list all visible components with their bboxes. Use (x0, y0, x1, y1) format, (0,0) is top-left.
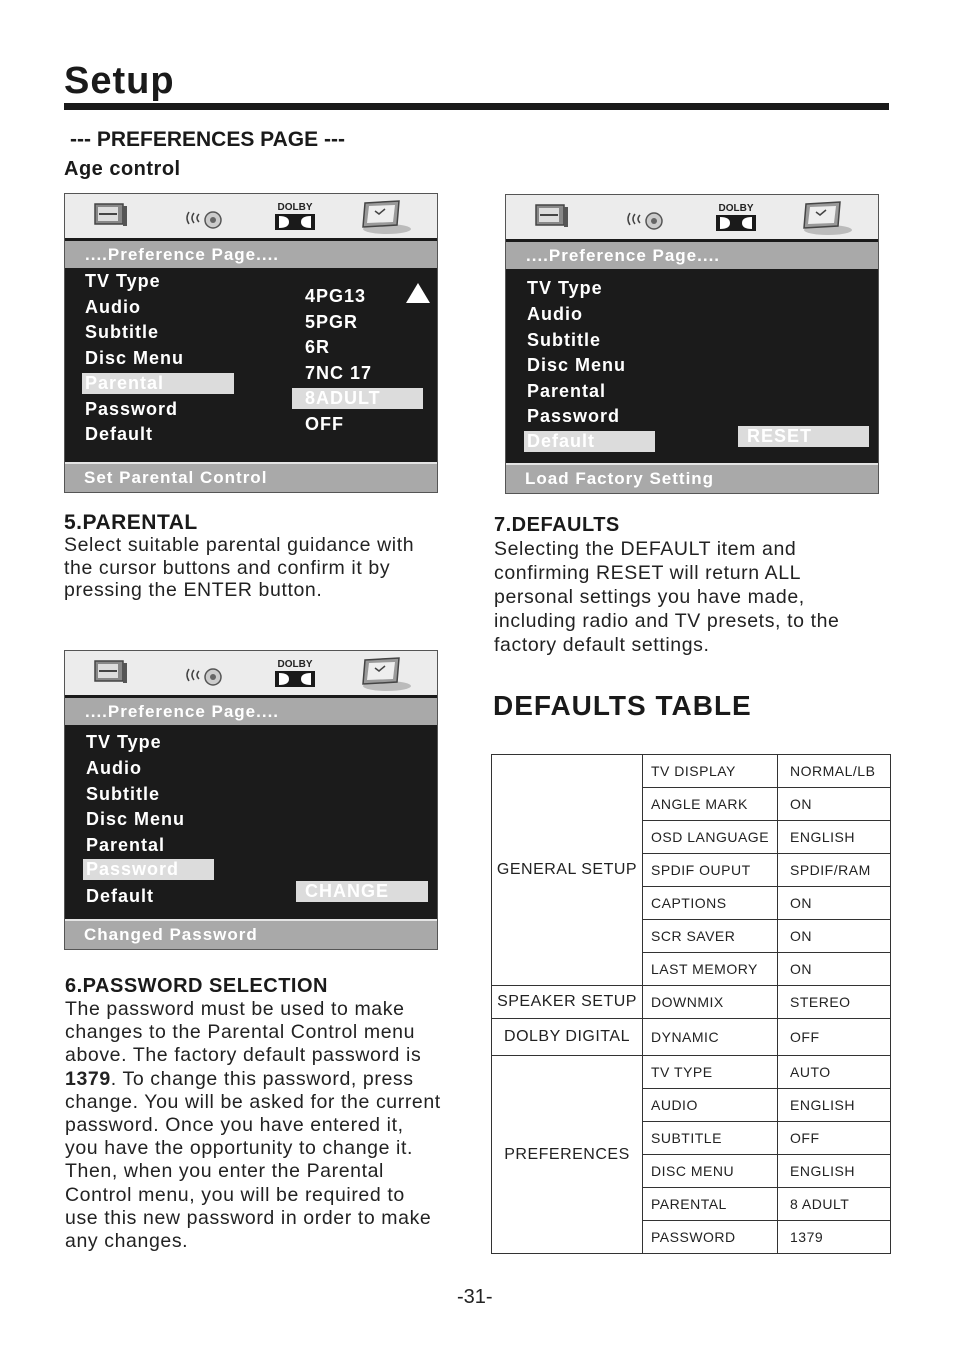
menu-item-audio[interactable]: Audio (527, 304, 583, 324)
preference-page-bar: ....Preference Page.... (65, 698, 437, 725)
osd-icon-bar (506, 195, 878, 242)
menu-item-parental[interactable]: Parental (527, 381, 607, 401)
menu-item-password[interactable]: Password (527, 406, 621, 426)
table-item: SCR SAVER (643, 920, 778, 953)
table-value: ENGLISH (778, 821, 891, 854)
option-off[interactable]: OFF (305, 414, 344, 434)
table-value: ON (778, 788, 891, 821)
osd-password-screen (64, 650, 438, 950)
option-6r[interactable]: 6R (305, 337, 331, 357)
table-value: ON (778, 953, 891, 986)
menu-item-default[interactable]: Default (85, 424, 154, 444)
table-item: DISC MENU (643, 1155, 778, 1188)
dolby-icon: DOLBY (273, 659, 317, 689)
menu-item-default[interactable]: Default (86, 886, 155, 906)
group-dolby-digital: DOLBY DIGITAL (492, 1019, 643, 1056)
password-description: The password must be used to make changes to the Parental Control menu above. The factory default password is 1379. To change this password, press change. You will be asked for the current password. Once you have entered it, you have the opportunity to change it. Then, when you enter the Parental Control menu, you will be required to use this new password in order to make any changes. (65, 998, 441, 1253)
table-value: 1379 (778, 1221, 891, 1254)
table-value: OFF (778, 1019, 891, 1056)
table-row (492, 986, 891, 1019)
parental-heading: 5.PARENTAL (64, 511, 198, 534)
table-item: SPDIF OUPUT (643, 854, 778, 887)
menu-item-disc-menu[interactable]: Disc Menu (86, 809, 186, 829)
osd-menu (65, 268, 437, 462)
group-general-setup: GENERAL SETUP (492, 755, 643, 986)
password-heading: 6.PASSWORD SELECTION (65, 975, 328, 997)
menu-item-subtitle[interactable]: Subtitle (86, 784, 160, 804)
menu-item-password-selected[interactable]: Password (83, 859, 214, 880)
osd-footer: Load Factory Setting (506, 465, 878, 493)
tv-setup-icon (534, 203, 570, 229)
table-value: ON (778, 887, 891, 920)
parental-description: Select suitable parental guidance with the cursor buttons and confirm it by pressing the ENTER button. (64, 534, 415, 601)
defaults-table-title: DEFAULTS TABLE (493, 690, 752, 721)
table-value: NORMAL/LB (778, 755, 891, 788)
option-4pg13[interactable]: 4PG13 (305, 286, 367, 306)
table-row (492, 1056, 891, 1089)
menu-item-disc-menu[interactable]: Disc Menu (527, 355, 627, 375)
preference-page-bar: ....Preference Page.... (506, 242, 878, 269)
osd-menu (65, 725, 437, 919)
table-value: ON (778, 920, 891, 953)
group-speaker-setup: SPEAKER SETUP (492, 986, 643, 1019)
table-row (492, 755, 891, 788)
table-item: CAPTIONS (643, 887, 778, 920)
title-rule (64, 103, 889, 110)
menu-item-disc-menu[interactable]: Disc Menu (85, 348, 185, 368)
table-item: TV DISPLAY (643, 755, 778, 788)
tv-setup-icon (93, 202, 129, 228)
menu-item-subtitle[interactable]: Subtitle (85, 322, 159, 342)
table-value: 8 ADULT (778, 1188, 891, 1221)
tv-setup-icon (93, 659, 129, 685)
option-8adult-selected[interactable]: 8ADULT (292, 388, 423, 409)
subheader: Age control (64, 158, 181, 180)
table-item: DOWNMIX (643, 986, 778, 1019)
defaults-heading: 7.DEFAULTS (494, 514, 620, 536)
table-item: PASSWORD (643, 1221, 778, 1254)
menu-item-subtitle[interactable]: Subtitle (527, 330, 601, 350)
table-item: OSD LANGUAGE (643, 821, 778, 854)
table-value: STEREO (778, 986, 891, 1019)
dolby-icon: DOLBY (714, 203, 758, 233)
change-button[interactable]: CHANGE (296, 881, 428, 902)
osd-icon-bar (65, 651, 437, 698)
audio-icon (183, 206, 227, 230)
page-title: Setup (64, 60, 175, 102)
option-5pgr[interactable]: 5PGR (305, 312, 359, 332)
page-number: -31- (457, 1286, 493, 1308)
defaults-description: Selecting the DEFAULT item and confirming RESET will return ALL personal settings you have made, including radio and TV presets, to the factory default settings. (494, 538, 840, 656)
menu-item-parental-selected[interactable]: Parental (82, 373, 234, 394)
table-row (492, 1019, 891, 1056)
table-item: PARENTAL (643, 1188, 778, 1221)
preference-icon (355, 656, 413, 692)
preference-icon (796, 200, 854, 236)
menu-item-audio[interactable]: Audio (86, 758, 142, 778)
table-value: AUTO (778, 1056, 891, 1089)
audio-icon (183, 663, 227, 687)
menu-item-password[interactable]: Password (85, 399, 179, 419)
audio-icon (624, 207, 668, 231)
table-item: LAST MEMORY (643, 953, 778, 986)
reset-button[interactable]: RESET (738, 426, 869, 447)
defaults-table (491, 754, 891, 1254)
table-value: SPDIF/RAM (778, 854, 891, 887)
table-item: SUBTITLE (643, 1122, 778, 1155)
table-item: DYNAMIC (643, 1019, 778, 1056)
osd-footer: Changed Password (65, 921, 437, 949)
osd-defaults-screen (505, 194, 879, 494)
option-7nc17[interactable]: 7NC 17 (305, 363, 373, 383)
menu-item-tv-type[interactable]: TV Type (527, 278, 603, 298)
osd-parental-screen (64, 193, 438, 493)
dolby-icon: DOLBY (273, 202, 317, 232)
table-value: ENGLISH (778, 1155, 891, 1188)
section-header: --- PREFERENCES PAGE --- (70, 128, 345, 151)
osd-menu (506, 269, 878, 463)
table-value: ENGLISH (778, 1089, 891, 1122)
menu-item-tv-type[interactable]: TV Type (86, 732, 162, 752)
group-preferences: PREFERENCES (492, 1056, 643, 1254)
menu-item-parental[interactable]: Parental (86, 835, 166, 855)
table-value: OFF (778, 1122, 891, 1155)
osd-footer: Set Parental Control (65, 464, 437, 492)
preference-icon (355, 199, 413, 235)
osd-icon-bar (65, 194, 437, 241)
table-item: TV TYPE (643, 1056, 778, 1089)
default-password: 1379 (65, 1067, 111, 1090)
menu-item-default-selected[interactable]: Default (524, 431, 655, 452)
table-item: ANGLE MARK (643, 788, 778, 821)
menu-item-tv-type[interactable]: TV Type (85, 271, 161, 291)
scroll-up-arrow-icon[interactable] (405, 282, 431, 304)
table-item: AUDIO (643, 1089, 778, 1122)
preference-page-bar: ....Preference Page.... (65, 241, 437, 268)
menu-item-audio[interactable]: Audio (85, 297, 141, 317)
